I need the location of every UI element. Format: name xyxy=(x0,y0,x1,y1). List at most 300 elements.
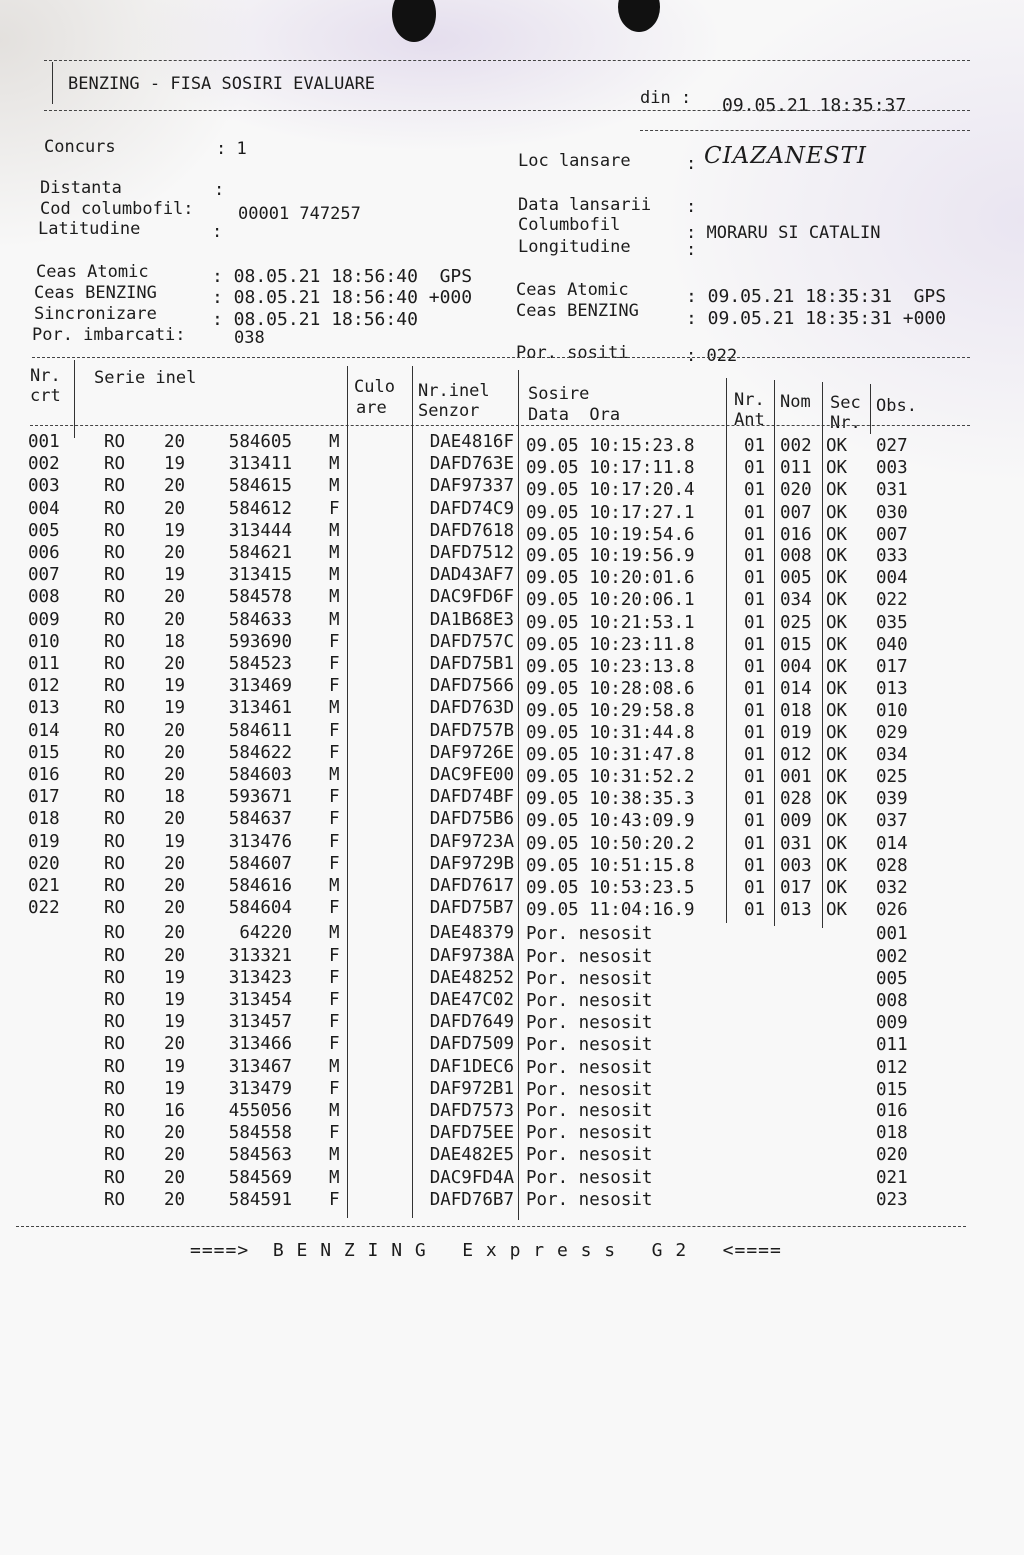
row-arrival-time: Por. nesosit xyxy=(526,1057,653,1078)
row-nr-crt: 011 xyxy=(28,654,60,674)
col-nr-inel-1: Nr.inel xyxy=(418,381,490,401)
row-country: RO xyxy=(104,853,126,874)
row-antenna: 01 xyxy=(744,789,766,810)
row-year: 19 xyxy=(164,520,186,541)
row-obs: 008 xyxy=(876,991,908,1011)
clock-right-atomic-label: Ceas Atomic xyxy=(516,280,629,300)
row-antenna: 01 xyxy=(744,722,766,743)
row-sex: M xyxy=(329,1101,340,1121)
row-nr-crt: 015 xyxy=(28,742,60,763)
row-country: RO xyxy=(104,565,126,586)
row-ring-number: 584633 xyxy=(228,609,292,630)
row-ring-number: 313411 xyxy=(228,454,292,475)
row-obs: 017 xyxy=(876,657,908,677)
row-year: 20 xyxy=(164,1123,186,1144)
row-nr-crt: 014 xyxy=(28,720,60,741)
latitudine-label: Latitudine xyxy=(38,219,141,239)
row-country: RO xyxy=(104,1056,126,1077)
row-arrival-time: 09.05 10:17:20.4 xyxy=(526,480,695,501)
col-culoare-2: are xyxy=(356,398,387,418)
row-nom: 014 xyxy=(780,679,812,700)
clock-right-benzing-label: Ceas BENZING xyxy=(516,301,639,321)
distanta-colon: : xyxy=(214,180,225,200)
row-sec: OK xyxy=(826,679,848,700)
row-arrival-time: 09.05 10:31:47.8 xyxy=(526,744,695,765)
row-year: 19 xyxy=(164,1012,186,1033)
row-arrival-time: 09.05 10:17:27.1 xyxy=(526,502,695,523)
row-country: RO xyxy=(104,923,126,944)
row-antenna: 01 xyxy=(744,833,766,854)
row-arrival-time: 09.05 10:20:06.1 xyxy=(526,590,695,611)
row-year: 20 xyxy=(164,1167,186,1188)
row-ring-number: 313479 xyxy=(228,1078,292,1099)
row-arrival-time: Por. nesosit xyxy=(526,1189,653,1210)
row-sensor-id: DAE48379 xyxy=(429,923,514,944)
row-nr-crt: 008 xyxy=(28,587,60,608)
row-sensor-id: DAFD74BF xyxy=(429,787,514,808)
row-ring-number: 584622 xyxy=(228,742,292,763)
row-year: 19 xyxy=(164,698,186,719)
row-nom: 034 xyxy=(780,590,812,611)
row-arrival-time: 09.05 10:51:15.8 xyxy=(526,855,695,876)
row-obs: 004 xyxy=(876,568,908,589)
row-sex: F xyxy=(329,676,340,697)
row-sensor-id: DAF9738A xyxy=(429,945,514,966)
row-country: RO xyxy=(104,1101,126,1121)
row-nom: 005 xyxy=(780,568,812,589)
row-obs: 033 xyxy=(876,546,908,566)
row-nr-crt: 018 xyxy=(28,809,60,830)
clock-right-benzing-value: : 09.05.21 18:35:31 +000 xyxy=(686,308,947,329)
row-antenna: 01 xyxy=(744,568,766,589)
row-arrival-time: 09.05 10:53:23.5 xyxy=(526,878,695,898)
row-sec: OK xyxy=(826,657,848,677)
row-antenna: 01 xyxy=(744,900,766,921)
header-left-border xyxy=(52,62,53,104)
row-sensor-id: DAF972B1 xyxy=(429,1078,514,1099)
row-sex: F xyxy=(329,1012,340,1033)
row-year: 20 xyxy=(164,609,186,630)
row-country: RO xyxy=(104,498,126,519)
row-sex: M xyxy=(329,1167,340,1188)
row-sensor-id: DAFD7566 xyxy=(429,676,514,697)
row-nr-crt: 002 xyxy=(28,454,60,475)
row-arrival-time: Por. nesosit xyxy=(526,1013,653,1034)
row-arrival-time: 09.05 10:19:54.6 xyxy=(526,524,695,545)
loc-lansare-colon: : xyxy=(686,154,697,174)
row-sec: OK xyxy=(826,878,848,898)
row-obs: 015 xyxy=(876,1079,908,1100)
row-obs: 028 xyxy=(876,855,908,876)
row-obs: 032 xyxy=(876,878,908,898)
row-obs: 035 xyxy=(876,612,908,633)
por-sositi-value: : 022 xyxy=(686,346,738,366)
row-antenna: 01 xyxy=(744,657,766,677)
row-arrival-time: Por. nesosit xyxy=(526,968,653,989)
row-obs: 011 xyxy=(876,1035,908,1056)
row-nom: 008 xyxy=(780,546,812,566)
row-sensor-id: DAFD7649 xyxy=(429,1012,514,1033)
table-bottom-rule xyxy=(16,1226,966,1227)
row-ring-number: 313476 xyxy=(228,831,292,852)
row-sensor-id: DAC9FE00 xyxy=(429,765,514,785)
row-country: RO xyxy=(104,742,126,763)
row-arrival-time: 09.05 10:21:53.1 xyxy=(526,612,695,633)
cod-columbofil-label: Cod columbofil: xyxy=(40,199,194,219)
row-country: RO xyxy=(104,1189,126,1210)
row-sec: OK xyxy=(826,612,848,633)
row-nr-crt: 021 xyxy=(28,876,60,896)
row-arrival-time: Por. nesosit xyxy=(526,1035,653,1056)
row-obs: 003 xyxy=(876,458,908,479)
row-obs: 022 xyxy=(876,590,908,611)
table-header-rule xyxy=(30,425,970,426)
row-sex: M xyxy=(329,543,340,563)
divider-culoare-right xyxy=(412,366,413,1218)
row-sex: F xyxy=(329,809,340,830)
row-nr-crt: 001 xyxy=(28,432,60,452)
row-obs: 037 xyxy=(876,811,908,832)
row-antenna: 01 xyxy=(744,612,766,633)
row-sensor-id: DAE47C02 xyxy=(429,990,514,1010)
row-country: RO xyxy=(104,1012,126,1033)
row-obs: 005 xyxy=(876,968,908,989)
columbofil-label: Columbofil xyxy=(518,215,621,235)
row-ring-number: 584578 xyxy=(228,587,292,608)
row-ring-number: 584591 xyxy=(228,1189,292,1210)
print-date-label: din : xyxy=(640,88,692,108)
row-obs: 040 xyxy=(876,634,908,655)
print-date-value: 09.05.21 18:35:37 xyxy=(722,95,907,116)
divider-obs xyxy=(870,384,871,434)
cod-columbofil-value: 00001 747257 xyxy=(238,204,361,224)
clock-left-atomic-value: : 08.05.21 18:56:40 GPS xyxy=(212,266,473,287)
row-obs: 021 xyxy=(876,1167,908,1188)
por-imbarcati-label: Por. imbarcati: xyxy=(32,325,186,345)
row-sensor-id: DAFD7509 xyxy=(429,1034,514,1055)
row-year: 20 xyxy=(164,543,186,563)
col-sec-2: Nr. xyxy=(830,413,861,433)
row-country: RO xyxy=(104,898,126,919)
row-nom: 007 xyxy=(780,502,812,523)
row-sensor-id: DAFD7573 xyxy=(429,1101,514,1121)
row-sensor-id: DAE482E5 xyxy=(429,1145,514,1166)
row-nom: 025 xyxy=(780,612,812,633)
row-year: 16 xyxy=(164,1101,186,1121)
col-serie-inel: Serie inel xyxy=(94,368,197,388)
row-sensor-id: DAFD763D xyxy=(429,698,514,719)
row-nom: 020 xyxy=(780,480,812,501)
row-antenna: 01 xyxy=(744,524,766,545)
row-obs: 016 xyxy=(876,1101,908,1121)
row-nom: 009 xyxy=(780,811,812,832)
row-antenna: 01 xyxy=(744,546,766,566)
row-sex: M xyxy=(329,923,340,944)
row-country: RO xyxy=(104,587,126,608)
row-sex: F xyxy=(329,787,340,808)
row-obs: 027 xyxy=(876,436,908,456)
row-obs: 018 xyxy=(876,1123,908,1144)
row-country: RO xyxy=(104,1034,126,1055)
row-nr-crt: 019 xyxy=(28,831,60,852)
row-sensor-id: DAE48252 xyxy=(429,967,514,988)
row-nr-crt: 006 xyxy=(28,543,60,563)
row-ring-number: 584607 xyxy=(228,853,292,874)
row-nom: 002 xyxy=(780,436,812,456)
row-year: 20 xyxy=(164,1145,186,1166)
divider-nr-crt xyxy=(74,360,75,438)
header-bottom-rule-2 xyxy=(640,130,970,131)
row-sex: F xyxy=(329,990,340,1010)
row-sec: OK xyxy=(826,767,848,787)
header-top-rule xyxy=(44,60,970,61)
row-antenna: 01 xyxy=(744,767,766,787)
row-sensor-id: DAFD74C9 xyxy=(429,498,514,519)
row-arrival-time: Por. nesosit xyxy=(526,1167,653,1188)
row-sex: F xyxy=(329,720,340,741)
row-sex: F xyxy=(329,831,340,852)
row-country: RO xyxy=(104,787,126,808)
row-antenna: 01 xyxy=(744,480,766,501)
report-title: BENZING - FISA SOSIRI EVALUARE xyxy=(68,74,376,94)
row-ring-number: 313467 xyxy=(228,1056,292,1077)
row-sec: OK xyxy=(826,789,848,810)
row-sec: OK xyxy=(826,900,848,921)
row-sensor-id: DAFD75B1 xyxy=(429,654,514,674)
row-ring-number: 584563 xyxy=(228,1145,292,1166)
row-sec: OK xyxy=(826,811,848,832)
table-top-rule xyxy=(32,357,970,358)
latitudine-colon: : xyxy=(212,222,223,242)
row-sensor-id: DAFD75B7 xyxy=(429,898,514,919)
row-sec: OK xyxy=(826,524,848,545)
row-year: 20 xyxy=(164,498,186,519)
divider-culoare-left xyxy=(347,366,348,1218)
row-sec: OK xyxy=(826,458,848,479)
row-sensor-id: DAFD757B xyxy=(429,720,514,741)
row-year: 18 xyxy=(164,787,186,808)
divider-nom xyxy=(774,380,775,926)
row-year: 20 xyxy=(164,898,186,919)
row-year: 20 xyxy=(164,720,186,741)
row-antenna: 01 xyxy=(744,436,766,456)
divider-nr-ant xyxy=(726,378,727,923)
row-year: 20 xyxy=(164,654,186,674)
row-sex: F xyxy=(329,1189,340,1210)
row-ring-number: 313415 xyxy=(228,565,292,586)
row-antenna: 01 xyxy=(744,458,766,479)
columbofil-value: : MORARU SI CATALIN xyxy=(686,223,881,243)
row-nom: 017 xyxy=(780,878,812,898)
row-country: RO xyxy=(104,945,126,966)
row-nr-crt: 005 xyxy=(28,520,60,541)
row-year: 20 xyxy=(164,945,186,966)
row-year: 20 xyxy=(164,809,186,830)
row-sex: M xyxy=(329,587,340,608)
row-nom: 011 xyxy=(780,458,812,479)
row-ring-number: 584612 xyxy=(228,498,292,519)
row-country: RO xyxy=(104,631,126,652)
col-sosire-2: Data Ora xyxy=(528,405,621,425)
row-arrival-time: 09.05 10:43:09.9 xyxy=(526,811,695,832)
row-sec: OK xyxy=(826,568,848,589)
row-sensor-id: DAE4816F xyxy=(429,432,514,452)
row-sex: M xyxy=(329,698,340,719)
row-ring-number: 313457 xyxy=(228,1012,292,1033)
row-ring-number: 584569 xyxy=(228,1167,292,1188)
row-arrival-time: 09.05 10:31:52.2 xyxy=(526,767,695,787)
row-ring-number: 313461 xyxy=(228,698,292,719)
row-obs: 001 xyxy=(876,924,908,945)
header-bottom-rule xyxy=(44,110,970,111)
row-arrival-time: 09.05 10:23:11.8 xyxy=(526,634,695,655)
distanta-label: Distanta xyxy=(40,178,122,198)
col-sosire-1: Sosire xyxy=(528,384,590,404)
row-sex: F xyxy=(329,631,340,652)
row-ring-number: 584603 xyxy=(228,765,292,785)
row-year: 20 xyxy=(164,742,186,763)
row-sex: F xyxy=(329,742,340,763)
por-sositi-label: Por. sositi xyxy=(516,343,629,363)
row-nr-crt: 017 xyxy=(28,787,60,808)
row-obs: 013 xyxy=(876,679,908,700)
row-country: RO xyxy=(104,543,126,563)
row-antenna: 01 xyxy=(744,744,766,765)
row-sex: F xyxy=(329,1078,340,1099)
row-year: 20 xyxy=(164,876,186,896)
row-sex: M xyxy=(329,432,340,452)
row-sex: F xyxy=(329,945,340,966)
row-arrival-time: Por. nesosit xyxy=(526,1123,653,1144)
row-sex: M xyxy=(329,876,340,896)
row-country: RO xyxy=(104,967,126,988)
row-obs: 007 xyxy=(876,524,908,545)
row-ring-number: 584637 xyxy=(228,809,292,830)
row-sex: M xyxy=(329,454,340,475)
row-obs: 031 xyxy=(876,480,908,501)
row-arrival-time: 09.05 10:28:08.6 xyxy=(526,679,695,700)
row-sex: F xyxy=(329,498,340,519)
row-antenna: 01 xyxy=(744,502,766,523)
row-sensor-id: DAC9FD4A xyxy=(429,1167,514,1188)
row-obs: 030 xyxy=(876,502,908,523)
row-antenna: 01 xyxy=(744,590,766,611)
row-arrival-time: Por. nesosit xyxy=(526,1079,653,1100)
clock-right-atomic-value: : 09.05.21 18:35:31 GPS xyxy=(686,286,947,307)
col-nr-ant-1: Nr. xyxy=(734,390,765,410)
row-arrival-time: 09.05 10:29:58.8 xyxy=(526,701,695,722)
row-ring-number: 313454 xyxy=(228,990,292,1010)
row-sensor-id: DAFD7618 xyxy=(429,520,514,541)
col-nr-crt-1: Nr. xyxy=(30,366,61,386)
row-antenna: 01 xyxy=(744,811,766,832)
col-nom: Nom xyxy=(780,392,811,412)
row-sensor-id: DAF9726E xyxy=(429,742,514,763)
row-nr-crt: 009 xyxy=(28,609,60,630)
row-sensor-id: DAFD7512 xyxy=(429,543,514,563)
row-sec: OK xyxy=(826,833,848,854)
row-country: RO xyxy=(104,676,126,697)
row-nom: 018 xyxy=(780,701,812,722)
row-sex: M xyxy=(329,565,340,586)
row-antenna: 01 xyxy=(744,701,766,722)
row-ring-number: 584605 xyxy=(228,432,292,452)
row-arrival-time: Por. nesosit xyxy=(526,1101,653,1121)
row-obs: 014 xyxy=(876,833,908,854)
row-sensor-id: DA1B68E3 xyxy=(429,609,514,630)
row-obs: 010 xyxy=(876,701,908,722)
row-sex: F xyxy=(329,898,340,919)
row-sex: M xyxy=(329,765,340,785)
row-nom: 019 xyxy=(780,722,812,743)
row-country: RO xyxy=(104,809,126,830)
row-sex: F xyxy=(329,1123,340,1144)
row-ring-number: 584558 xyxy=(228,1123,292,1144)
row-ring-number: 593690 xyxy=(228,631,292,652)
row-year: 20 xyxy=(164,1189,186,1210)
row-nom: 013 xyxy=(780,900,812,921)
row-sec: OK xyxy=(826,701,848,722)
row-country: RO xyxy=(104,990,126,1010)
row-country: RO xyxy=(104,654,126,674)
col-nr-crt-2: crt xyxy=(30,386,61,406)
row-nom: 031 xyxy=(780,833,812,854)
row-obs: 025 xyxy=(876,767,908,787)
row-country: RO xyxy=(104,609,126,630)
row-sex: M xyxy=(329,520,340,541)
row-nom: 001 xyxy=(780,767,812,787)
row-ring-number: 584604 xyxy=(228,898,292,919)
row-nr-crt: 010 xyxy=(28,631,60,652)
row-country: RO xyxy=(104,831,126,852)
row-country: RO xyxy=(104,1123,126,1144)
row-sec: OK xyxy=(826,480,848,501)
row-year: 20 xyxy=(164,432,186,452)
col-nr-ant-2: Ant xyxy=(734,410,765,430)
row-sec: OK xyxy=(826,546,848,566)
row-nr-crt: 007 xyxy=(28,565,60,586)
row-ring-number: 584611 xyxy=(228,720,292,741)
row-antenna: 01 xyxy=(744,679,766,700)
row-obs: 002 xyxy=(876,946,908,967)
row-sec: OK xyxy=(826,722,848,743)
divider-sec xyxy=(822,382,823,928)
row-country: RO xyxy=(104,1078,126,1099)
row-country: RO xyxy=(104,698,126,719)
row-ring-number: 584621 xyxy=(228,543,292,563)
row-ring-number: 313423 xyxy=(228,967,292,988)
row-ring-number: 313466 xyxy=(228,1034,292,1055)
row-sex: F xyxy=(329,654,340,674)
concurs-label: Concurs xyxy=(44,137,116,157)
row-arrival-time: Por. nesosit xyxy=(526,991,653,1011)
row-arrival-time: 09.05 10:31:44.8 xyxy=(526,722,695,743)
row-year: 18 xyxy=(164,631,186,652)
col-culoare-1: Culo xyxy=(354,377,395,397)
row-arrival-time: 09.05 10:23:13.8 xyxy=(526,657,695,677)
row-year: 20 xyxy=(164,1034,186,1055)
row-nr-crt: 013 xyxy=(28,698,60,719)
row-arrival-time: 09.05 10:17:11.8 xyxy=(526,458,695,479)
clock-left-atomic-label: Ceas Atomic xyxy=(36,262,149,282)
row-country: RO xyxy=(104,1145,126,1166)
divider-sosire xyxy=(518,370,519,1220)
row-sensor-id: DAFD7617 xyxy=(429,876,514,896)
row-ring-number: 313469 xyxy=(228,676,292,697)
row-year: 19 xyxy=(164,967,186,988)
row-nom: 012 xyxy=(780,744,812,765)
row-sec: OK xyxy=(826,590,848,611)
